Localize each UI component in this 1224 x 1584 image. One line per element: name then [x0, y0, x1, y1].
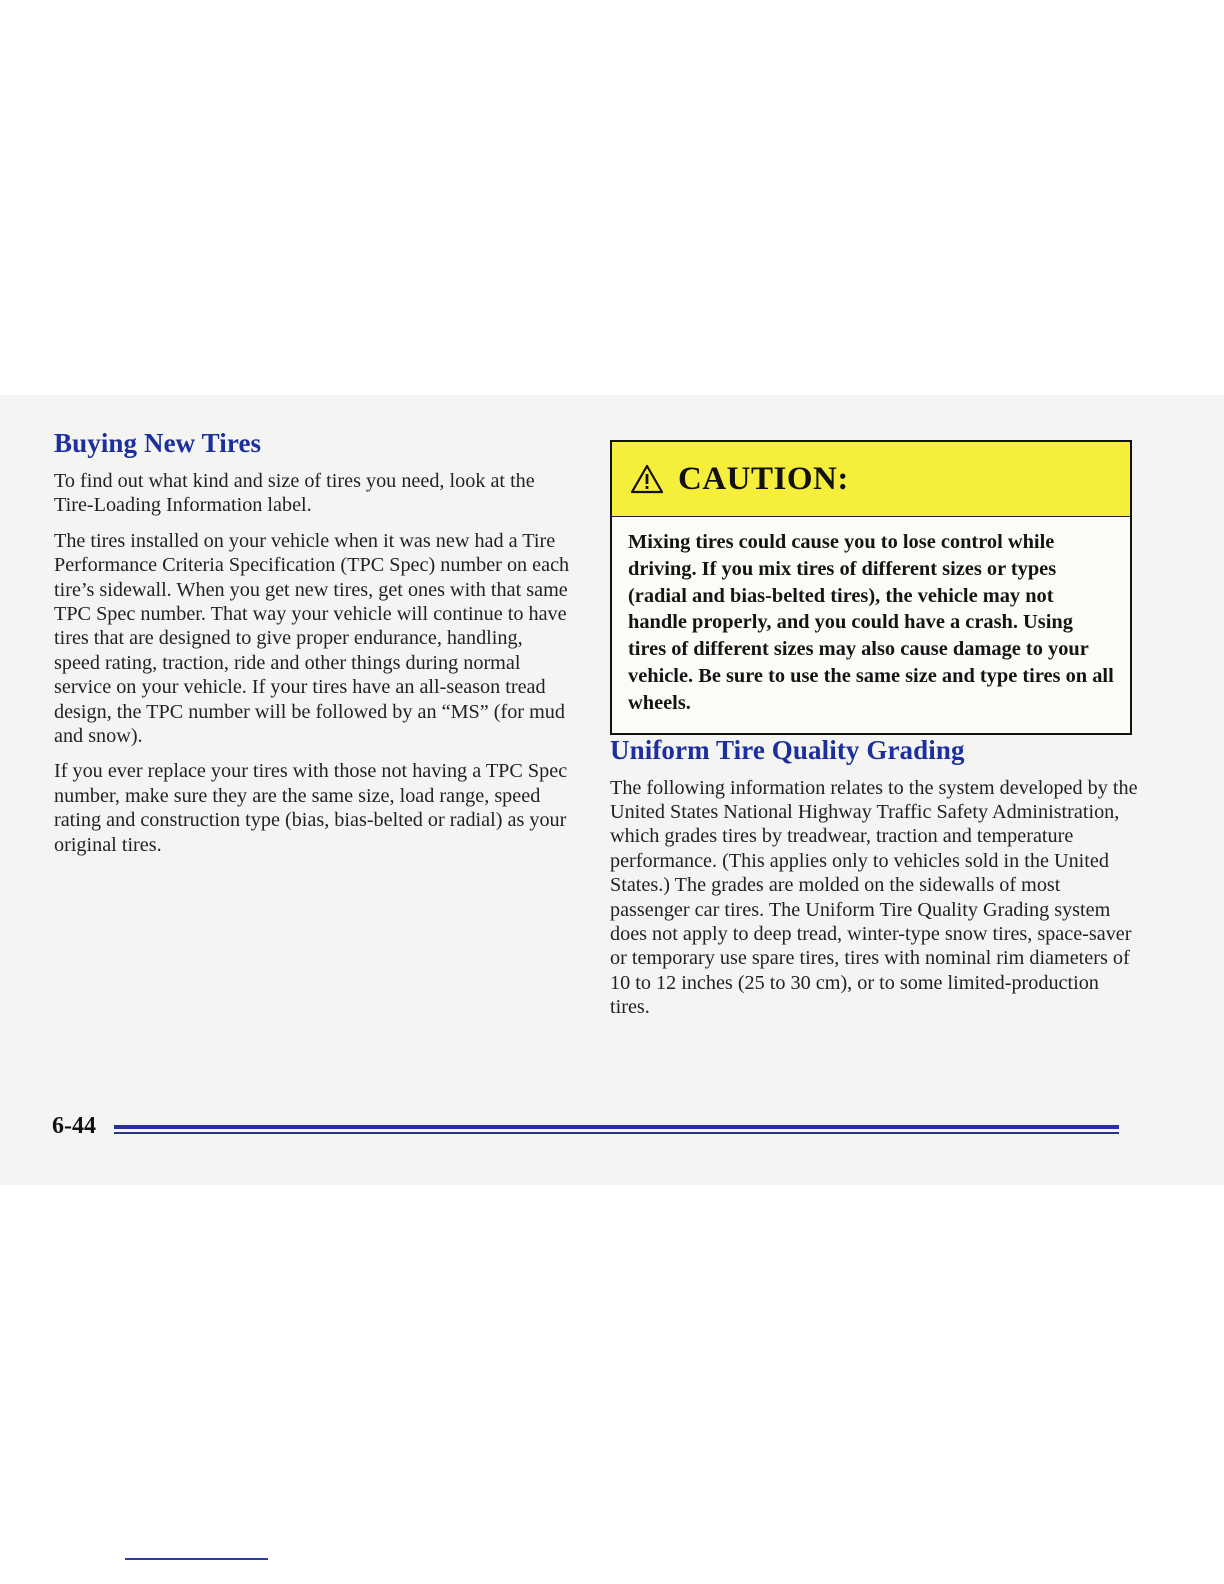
caution-text: Mixing tires could cause you to lose control while driving. If you mix tires of different sizes or types (radial and bias-belted tires), the vehicle may not handle properly, and you could have a crash. Using tires of different sizes may also cause damage to your vehicle. Be sure to use the same size and type tires on all wheels. [628, 531, 1114, 714]
tpc-spec-paragraph: The tires installed on your vehicle when it was new had a Tire Performance Criteria Specification (TPC Spec) number on each tire’s sidewall. When you get new tires, get ones with that same TPC Spec number. That way your vehicle will continue to have tires that are designed to give proper endurance, handling, speed rating, traction, ride and other things during normal service on your vehicle. If your tires have an all-season tread design, the TPC number will be followed by an “MS” (for mud and snow). [54, 529, 570, 748]
caution-header [612, 442, 1130, 517]
grading-paragraph: The following information relates to the system developed by the United States National Highway Traffic Safety Administration, which grades tires by treadwear, traction and temperature performance. (This applies only to vehicles sold in the United States.) The grades are molded on the sidewalls of most passenger car tires. The Uniform Tire Quality Grading system does not apply to deep tread, winter-type snow tires, space-saver or temporary use spare tires, tires with nominal rim diameters of 10 to 12 inches (25 to 30 cm), or to some limited-production tires. [610, 776, 1138, 1019]
caution-box [610, 440, 1132, 735]
footer-rule-thick [114, 1125, 1119, 1129]
replacement-paragraph: If you ever replace your tires with those not having a TPC Spec number, make sure they are the same size, load range, speed rating and construction type (bias, bias-belted or radial) as your original tires. [54, 760, 568, 856]
warning-triangle-icon [630, 463, 664, 495]
buying-new-tires-heading: Buying New Tires [54, 428, 262, 458]
right-column [610, 440, 1138, 1031]
bottom-divider [125, 1558, 268, 1560]
left-column [54, 428, 570, 868]
caution-title: CAUTION: [678, 460, 849, 497]
page-footer [52, 1113, 1124, 1143]
footer-rule-thin [114, 1132, 1119, 1134]
page-number: 6-44 [52, 1113, 96, 1139]
intro-paragraph: To find out what kind and size of tires you need, look at the Tire-Loading Information label. [54, 470, 535, 517]
uniform-tire-quality-grading-heading: Uniform Tire Quality Grading [610, 734, 965, 765]
